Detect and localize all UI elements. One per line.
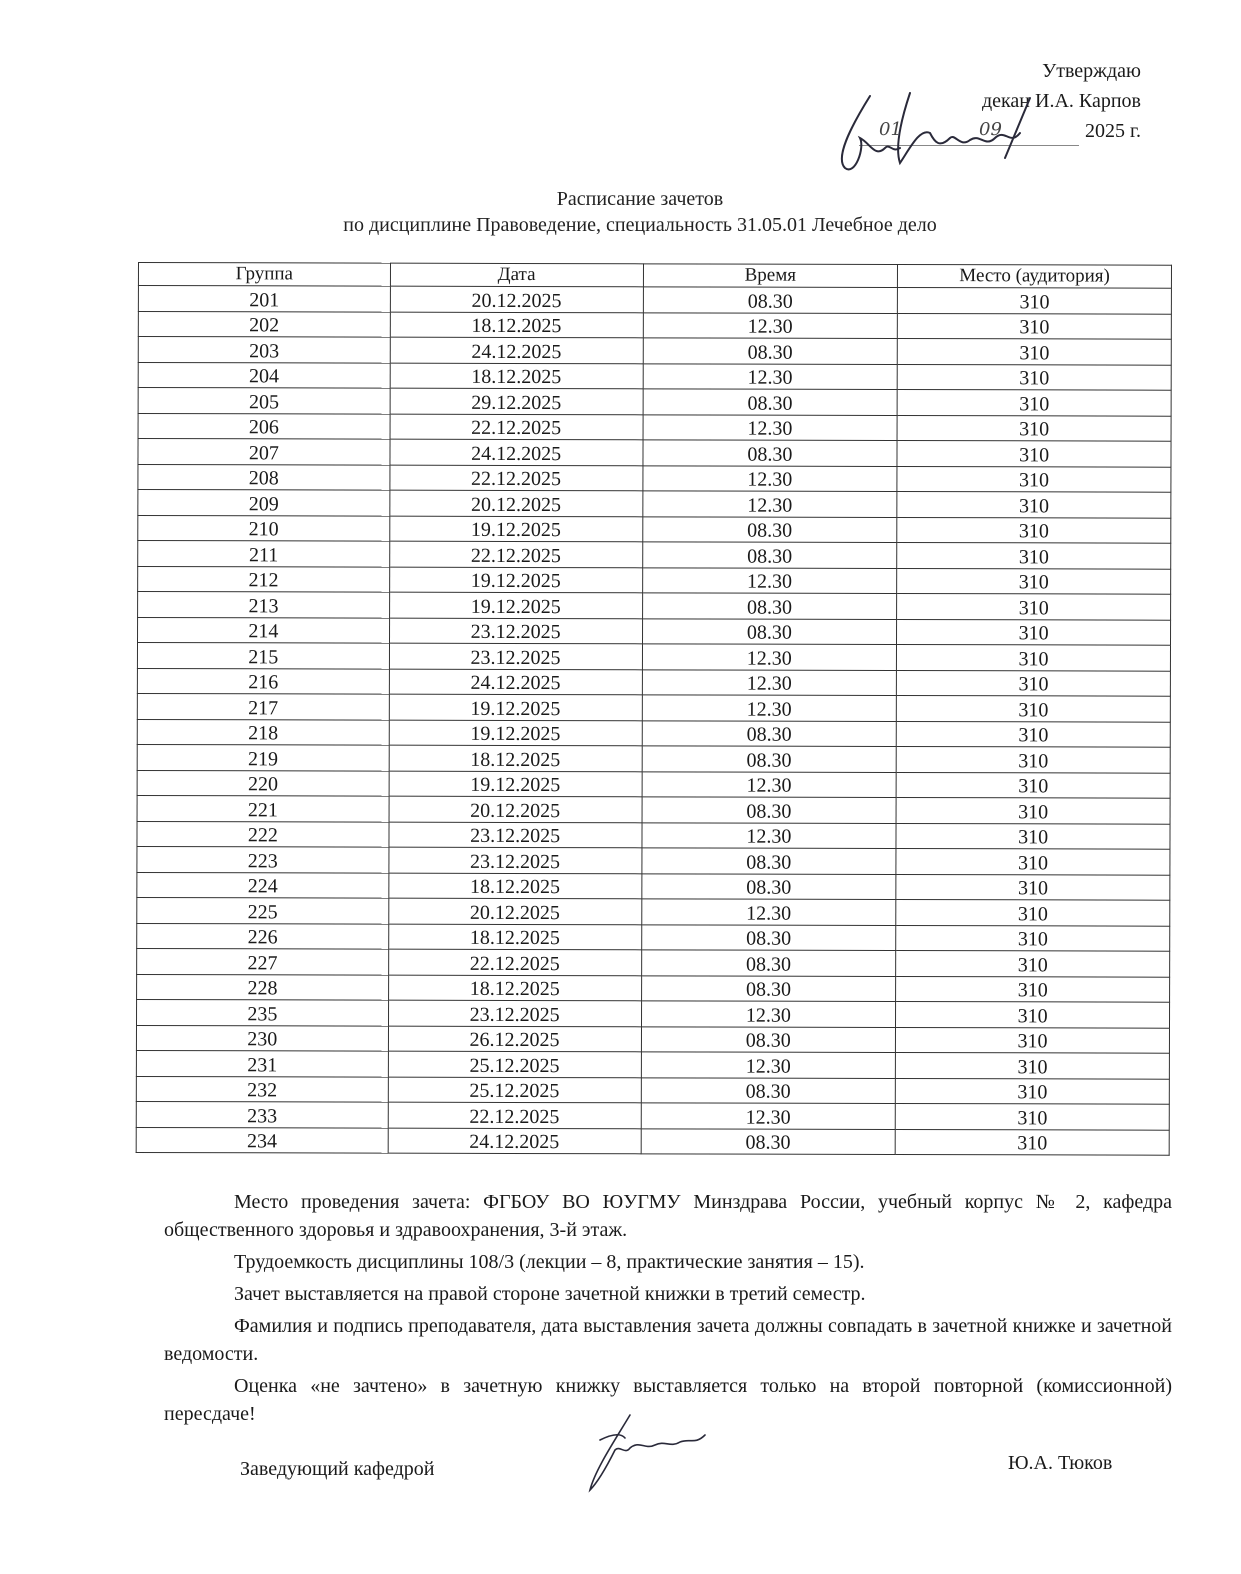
cell-time: 08.30: [642, 542, 897, 568]
cell-group: 228: [137, 974, 389, 1000]
cell-time: 08.30: [642, 593, 897, 619]
table-row: [137, 719, 1170, 747]
cell-room: 310: [897, 338, 1171, 364]
cell-time: 12.30: [641, 1052, 896, 1078]
table-row: [136, 1127, 1169, 1155]
cell-date: 20.12.2025: [390, 286, 643, 312]
table-row: [138, 337, 1171, 365]
table-row: [138, 617, 1171, 645]
cell-group: 201: [138, 286, 390, 312]
cell-time: 08.30: [641, 1026, 896, 1052]
cell-room: 310: [897, 491, 1171, 517]
header-date: Дата: [390, 263, 643, 287]
cell-room: 310: [897, 619, 1171, 645]
table-row: [137, 744, 1170, 772]
cell-date: 24.12.2025: [390, 439, 643, 465]
header-group: Группа: [138, 263, 390, 287]
table-row: [138, 286, 1171, 314]
cell-time: 08.30: [641, 950, 896, 976]
approval-signer: декан И.А. Карпов: [981, 90, 1141, 112]
cell-group: 206: [138, 413, 390, 439]
document-title: [0, 186, 1241, 238]
note-workload: Трудоемкость дисциплины 108/3 (лекции – 8, практические занятия – 15).: [234, 1251, 865, 1273]
table-row: [136, 1076, 1169, 1104]
cell-room: 310: [896, 772, 1170, 798]
cell-group: 205: [138, 388, 390, 414]
cell-date: 18.12.2025: [389, 873, 642, 899]
table-row: [138, 515, 1171, 543]
table-row: [137, 821, 1170, 849]
title-line-2: по дисциплине Правоведение, специальность 31.05.01 Лечебное дело: [343, 214, 937, 236]
schedule-table: [136, 262, 1172, 1156]
cell-date: 23.12.2025: [389, 822, 642, 848]
cell-date: 18.12.2025: [389, 745, 642, 771]
cell-time: 12.30: [642, 465, 897, 491]
cell-date: 24.12.2025: [389, 669, 642, 695]
cell-room: 310: [896, 721, 1170, 747]
cell-group: 219: [137, 744, 389, 770]
table-row: [137, 923, 1170, 951]
cell-group: 216: [137, 668, 389, 694]
cell-room: 310: [897, 568, 1171, 594]
cell-group: 218: [137, 719, 389, 745]
table-row: [138, 592, 1171, 620]
cell-date: 23.12.2025: [389, 643, 642, 669]
table-row: [137, 643, 1170, 671]
cell-group: 214: [138, 617, 390, 643]
table-row: [138, 566, 1171, 594]
cell-room: 310: [897, 695, 1171, 721]
cell-group: 232: [136, 1076, 388, 1102]
cell-group: 235: [137, 999, 389, 1025]
cell-group: 208: [138, 464, 390, 490]
cell-group: 234: [136, 1127, 388, 1153]
cell-group: 233: [136, 1101, 388, 1127]
cell-time: 12.30: [641, 1103, 896, 1129]
cell-date: 24.12.2025: [390, 337, 643, 363]
cell-date: 18.12.2025: [388, 924, 641, 950]
cell-room: 310: [896, 950, 1170, 976]
note-location: Место проведения зачета: ФГБОУ ВО ЮУГМУ Минздрава России, учебный корпус № 2, кафедра общественного здоровья и здравоохранения, 3-й этаж.: [164, 1191, 1172, 1241]
cell-room: 310: [896, 797, 1170, 823]
cell-date: 22.12.2025: [388, 949, 641, 975]
table-row: [137, 974, 1170, 1002]
cell-time: 08.30: [642, 516, 897, 542]
note-signature-match: Фамилия и подпись преподавателя, дата выставления зачета должны совпадать в зачетной книжке и зачетной ведомости.: [164, 1315, 1172, 1365]
table-row: [138, 464, 1171, 492]
cell-room: 310: [897, 593, 1171, 619]
cell-group: 231: [136, 1050, 388, 1076]
cell-date: 22.12.2025: [388, 1102, 641, 1128]
cell-room: 310: [896, 823, 1170, 849]
cell-time: 08.30: [641, 848, 896, 874]
cell-time: 08.30: [641, 924, 896, 950]
table-row: [137, 999, 1170, 1027]
cell-room: 310: [898, 287, 1172, 313]
cell-group: 226: [137, 923, 389, 949]
cell-time: 08.30: [642, 618, 897, 644]
approval-title: Утверждаю: [1042, 60, 1141, 82]
cell-room: 310: [897, 542, 1171, 568]
cell-group: 215: [137, 643, 389, 669]
cell-room: 310: [896, 925, 1170, 951]
cell-room: 310: [896, 976, 1170, 1002]
cell-group: 204: [138, 362, 390, 388]
cell-time: 08.30: [642, 440, 897, 466]
cell-date: 19.12.2025: [389, 771, 642, 797]
cell-group: 224: [137, 872, 389, 898]
table-row: [137, 872, 1170, 900]
notes-block: [164, 1188, 1172, 1428]
cell-date: 19.12.2025: [389, 720, 642, 746]
cell-date: 26.12.2025: [388, 1026, 641, 1052]
cell-time: 08.30: [641, 1128, 896, 1154]
head-of-department-name: Ю.А. Тюков: [1008, 1452, 1113, 1474]
cell-date: 25.12.2025: [388, 1051, 641, 1077]
table-row: [137, 846, 1170, 874]
cell-group: 210: [138, 515, 390, 541]
cell-group: 227: [137, 948, 389, 974]
cell-date: 29.12.2025: [390, 388, 643, 414]
cell-room: 310: [897, 670, 1171, 696]
approval-year: 2025 г.: [1085, 120, 1141, 142]
table-row: [138, 439, 1171, 467]
cell-time: 08.30: [643, 389, 898, 415]
cell-time: 12.30: [642, 644, 897, 670]
cell-date: 20.12.2025: [389, 898, 642, 924]
cell-group: 223: [137, 846, 389, 872]
cell-group: 230: [136, 1025, 388, 1051]
cell-time: 08.30: [641, 1077, 896, 1103]
table-row: [138, 490, 1171, 518]
table-row: [137, 897, 1170, 925]
cell-room: 310: [897, 364, 1171, 390]
cell-time: 08.30: [642, 720, 897, 746]
cell-group: 217: [137, 693, 389, 719]
cell-time: 12.30: [643, 414, 898, 440]
cell-group: 213: [138, 592, 390, 618]
cell-room: 310: [896, 746, 1170, 772]
cell-time: 08.30: [642, 746, 897, 772]
cell-time: 08.30: [642, 797, 897, 823]
cell-room: 310: [896, 874, 1170, 900]
cell-time: 12.30: [642, 771, 897, 797]
cell-date: 22.12.2025: [390, 414, 643, 440]
table-row: [136, 1025, 1169, 1053]
table-row: [137, 668, 1170, 696]
cell-time: 12.30: [642, 491, 897, 517]
table-row: [138, 541, 1171, 569]
cell-date: 24.12.2025: [388, 1128, 641, 1154]
cell-room: 310: [896, 1001, 1170, 1027]
cell-room: 310: [898, 313, 1172, 339]
cell-group: 211: [138, 541, 390, 567]
cell-time: 12.30: [642, 695, 897, 721]
cell-room: 310: [897, 389, 1171, 415]
cell-time: 08.30: [643, 338, 898, 364]
approval-date-month: 09: [979, 119, 1002, 140]
table-row: [137, 693, 1170, 721]
cell-date: 23.12.2025: [389, 847, 642, 873]
cell-room: 310: [896, 1027, 1170, 1053]
cell-date: 18.12.2025: [390, 363, 643, 389]
dean-signature-icon: [830, 88, 1060, 178]
header-time: Время: [643, 264, 898, 288]
cell-date: 23.12.2025: [388, 1000, 641, 1026]
header-room: Место (аудитория): [898, 264, 1172, 288]
cell-group: 212: [138, 566, 390, 592]
cell-room: 310: [897, 440, 1171, 466]
table-header-row: [138, 263, 1171, 289]
cell-time: 12.30: [642, 669, 897, 695]
head-signature-icon: [575, 1410, 725, 1500]
table-row: [138, 311, 1171, 339]
cell-time: 12.30: [641, 1001, 896, 1027]
table-row: [136, 1050, 1169, 1078]
cell-date: 19.12.2025: [389, 592, 642, 618]
cell-room: 310: [897, 517, 1171, 543]
cell-group: 225: [137, 897, 389, 923]
cell-time: 12.30: [641, 899, 896, 925]
title-line-1: Расписание зачетов: [556, 188, 724, 210]
cell-group: 209: [138, 490, 390, 516]
cell-date: 19.12.2025: [390, 516, 643, 542]
cell-room: 310: [895, 1129, 1169, 1155]
table-row: [137, 795, 1170, 823]
cell-group: 203: [138, 337, 390, 363]
cell-date: 22.12.2025: [390, 465, 643, 491]
cell-group: 221: [137, 795, 389, 821]
cell-date: 18.12.2025: [388, 975, 641, 1001]
table-row: [136, 1101, 1169, 1129]
cell-room: 310: [897, 466, 1171, 492]
cell-date: 20.12.2025: [389, 796, 642, 822]
cell-time: 08.30: [641, 873, 896, 899]
cell-time: 08.30: [643, 287, 898, 313]
cell-date: 18.12.2025: [390, 312, 643, 338]
table-row: [138, 413, 1171, 441]
table-row: [137, 948, 1170, 976]
cell-date: 20.12.2025: [390, 490, 643, 516]
cell-time: 08.30: [641, 975, 896, 1001]
cell-date: 25.12.2025: [388, 1077, 641, 1103]
table-row: [138, 362, 1171, 390]
cell-date: 19.12.2025: [389, 694, 642, 720]
cell-room: 310: [896, 899, 1170, 925]
cell-group: 222: [137, 821, 389, 847]
table-row: [137, 770, 1170, 798]
cell-room: 310: [896, 848, 1170, 874]
cell-group: 207: [138, 439, 390, 465]
cell-time: 12.30: [643, 312, 898, 338]
cell-date: 19.12.2025: [389, 567, 642, 593]
note-record-book: Зачет выставляется на правой стороне зачетной книжки в третий семестр.: [234, 1283, 866, 1305]
approval-date-day: 01: [879, 119, 902, 140]
cell-room: 310: [896, 1052, 1170, 1078]
cell-room: 310: [895, 1103, 1169, 1129]
cell-time: 12.30: [642, 567, 897, 593]
cell-time: 12.30: [641, 822, 896, 848]
cell-group: 202: [138, 311, 390, 337]
cell-date: 22.12.2025: [389, 541, 642, 567]
note-fail-grade: Оценка «не зачтено» в зачетную книжку выставляется только на второй повторной (комиссионной) пересдаче!: [164, 1375, 1172, 1425]
cell-room: 310: [896, 1078, 1170, 1104]
head-of-department-label: Заведующий кафедрой: [240, 1458, 435, 1480]
cell-time: 12.30: [643, 363, 898, 389]
cell-room: 310: [897, 415, 1171, 441]
cell-date: 23.12.2025: [389, 618, 642, 644]
cell-room: 310: [897, 644, 1171, 670]
table-row: [138, 388, 1171, 416]
cell-group: 220: [137, 770, 389, 796]
